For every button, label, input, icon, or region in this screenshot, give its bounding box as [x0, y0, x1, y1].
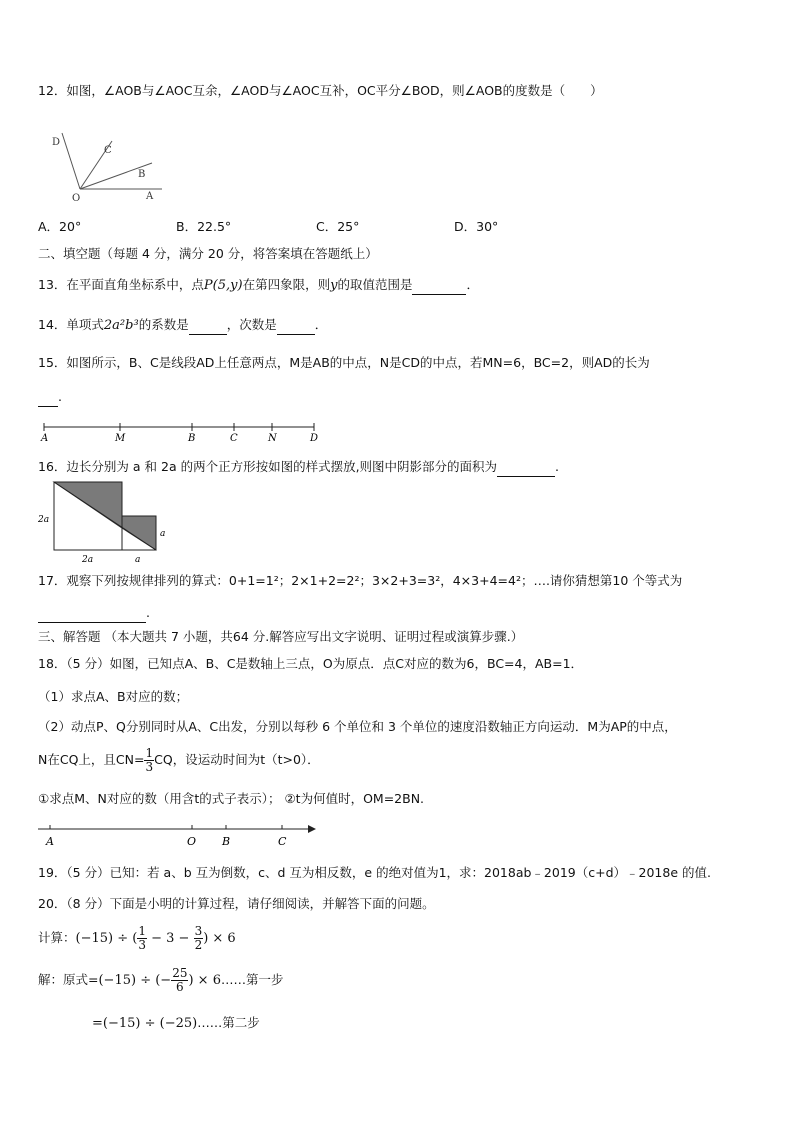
- label-a: A: [146, 191, 154, 202]
- q15-answer-blank[interactable]: [38, 388, 58, 407]
- q16-end: .: [555, 459, 560, 474]
- q12-option-d: D．30°: [454, 219, 499, 234]
- q20-sol-frac-num: 25: [172, 966, 188, 980]
- q13-answer-blank[interactable]: [412, 276, 466, 295]
- q18-part2: （2）动点P、Q分别同时从A、C出发，分别以每秒 6 个单位和 3 个单位的速度沿数轴正方向运动．M为AP的中点，: [38, 719, 677, 734]
- q16: [38, 458, 559, 477]
- q14-text-c: ，次数是: [226, 317, 277, 332]
- q15-line2: [38, 388, 62, 407]
- q20-calc-a: (−15) ÷ (: [75, 931, 138, 946]
- label-b: B: [222, 835, 231, 848]
- q14-blank-degree[interactable]: [277, 316, 315, 335]
- label-d: D: [52, 137, 61, 148]
- label-m: M: [115, 433, 126, 444]
- shaded-region-small: [122, 516, 156, 550]
- q20-step1-label: ……第一步: [220, 972, 284, 987]
- q17-end: .: [146, 605, 150, 620]
- q13-text-c: 的取值范围是: [337, 277, 413, 292]
- q20-calc-b: − 3 −: [146, 931, 194, 946]
- label-c: C: [230, 433, 238, 444]
- q20-sol-a: (−15) ÷ (−: [98, 973, 172, 988]
- q15-end: .: [58, 389, 62, 404]
- label-a: A: [41, 433, 49, 444]
- q13-var: y: [330, 278, 338, 293]
- label-a: A: [46, 835, 54, 848]
- q20-frac2-den: 2: [194, 938, 203, 952]
- q18-frac-num: 1: [145, 746, 154, 760]
- q18-number-line: [36, 820, 320, 850]
- q17-answer-blank[interactable]: [38, 604, 146, 623]
- q18-part1: （1）求点A、B对应的数；: [38, 689, 189, 704]
- q20-calc: [38, 922, 236, 955]
- q20-frac1: [137, 925, 147, 952]
- q13-text-b: 在第四象限，则: [242, 277, 331, 292]
- q12-angle-figure: [44, 125, 174, 203]
- q20-sol-frac-den: 6: [176, 980, 184, 994]
- label-o: O: [72, 193, 81, 203]
- q18-p3-text-b: CQ，设运动时间为t（t>0）．: [154, 752, 320, 767]
- label-o: O: [187, 835, 197, 848]
- q20-sol-b: ) × 6: [188, 973, 221, 988]
- q14-expr: 2a²b³: [103, 318, 139, 333]
- q16-squares-figure: [36, 478, 176, 566]
- q16-answer-blank[interactable]: [497, 458, 555, 477]
- q14-text-b: 的系数是: [138, 317, 189, 332]
- q17-line2: [38, 604, 150, 623]
- q20-sol-frac: [171, 967, 188, 994]
- q16-text: 16．边长分别为 a 和 2a 的两个正方形按如图的样式摆放,则图中阴影部分的面积为: [38, 459, 498, 474]
- q18-frac-den: 3: [145, 760, 154, 774]
- label-2a-left: 2a: [38, 515, 50, 525]
- q18-p3-text-a: N在CQ上，且CN=: [38, 752, 145, 767]
- q20-stem: 20．（8 分）下面是小明的计算过程，请仔细阅读，并解答下面的问题。: [38, 896, 435, 911]
- q14-text-a: 14．单项式: [38, 317, 104, 332]
- q18-fraction: [144, 747, 154, 774]
- q19: 19．（5 分）已知：若 a、b 互为倒数，c、d 互为相反数，e 的绝对值为1，求：2018ab﹣2019（c+d）﹣2018e 的值.: [38, 865, 711, 880]
- label-a-bottom: a: [135, 555, 141, 565]
- q15-segment-figure: [38, 420, 328, 444]
- section3-heading: 三、解答题 （本大题共 7 小题，共64 分.解答应写出文字说明、证明过程或演算步骤.）: [38, 629, 524, 644]
- q18-part4: ①求点M、N对应的数（用含t的式子表示）； ②t为何值时，OM=2BN.: [38, 791, 425, 806]
- q14-blank-coef[interactable]: [189, 316, 227, 335]
- q20-frac1-num: 1: [138, 924, 146, 938]
- label-c: C: [278, 835, 287, 848]
- q12-stem: 12．如图，∠AOB与∠AOC互余，∠AOD与∠AOC互补，OC平分∠BOD，则∠AOB的度数是（ ）: [38, 83, 603, 98]
- q13-end: ．: [466, 277, 479, 292]
- q13-text-a: 13．在平面直角坐标系中，点: [38, 277, 204, 292]
- q20-calc-c: ) × 6: [203, 931, 236, 946]
- q20-frac2-num: 3: [194, 924, 203, 938]
- q14-end: ．: [314, 317, 328, 332]
- q17-text: 17．观察下列按规律排列的算式：0+1=1²；2×1+2=2²；3×2+3=3²，4×3+4=4²；….请你猜想第10 个等式为: [38, 573, 683, 588]
- q18-part3: [38, 745, 320, 775]
- label-b: B: [138, 169, 146, 180]
- q18-stem: 18．（5 分）如图，已知点A、B、C是数轴上三点，O为原点．点C对应的数为6，BC=4，AB=1．: [38, 656, 584, 671]
- label-d: D: [310, 433, 319, 444]
- q20-sol-label: 解：原式=: [38, 972, 99, 987]
- q13: [38, 276, 479, 295]
- label-b: B: [188, 433, 196, 444]
- q20-calc-label: 计算：: [38, 930, 76, 945]
- label-2a-bottom: 2a: [82, 555, 94, 565]
- label-n: N: [268, 433, 277, 444]
- q13-point: P(5,y): [203, 278, 243, 293]
- q20-step2-label: ……第二步: [197, 1015, 260, 1030]
- section2-heading: 二、填空题（每题 4 分，满分 20 分，将答案填在答题纸上）: [38, 246, 378, 261]
- q12-option-c: C．25°: [316, 219, 360, 234]
- q20-solution-line2: [92, 1014, 260, 1033]
- q12-option-b: B．22.5°: [176, 219, 232, 234]
- q15-line1: 15．如图所示，B、C是线段AD上任意两点，M是AB的中点，N是CD的中点，若MN=6，BC=2，则AD的长为: [38, 355, 650, 370]
- q12-option-a: A．20°: [38, 219, 82, 234]
- label-c: C: [104, 145, 112, 156]
- q20-frac2: [194, 925, 204, 952]
- q20-frac1-den: 3: [138, 938, 146, 952]
- q14: [38, 316, 327, 335]
- q20-line2-expr: =(−15) ÷ (−25): [92, 1016, 198, 1031]
- label-a-right: a: [160, 529, 166, 539]
- q20-solution-line1: [38, 964, 283, 997]
